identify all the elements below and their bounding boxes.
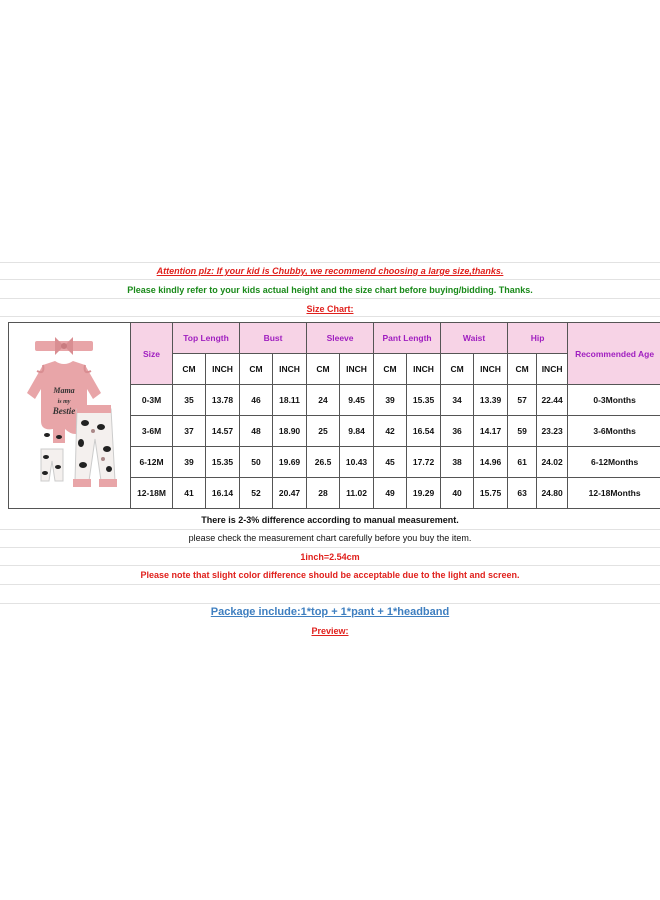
- unit-cm: CM: [173, 354, 206, 385]
- product-image: [9, 323, 131, 509]
- table-cell: 24.02: [537, 447, 568, 478]
- unit-inch: INCH: [537, 354, 568, 385]
- table-cell: 15.35: [206, 447, 240, 478]
- table-cell: 14.96: [474, 447, 508, 478]
- color-difference-note: Please note that slight color difference should be acceptable due to the light and screen.: [140, 570, 520, 580]
- table-cell: 37: [173, 416, 206, 447]
- separator: [0, 316, 660, 317]
- age-cell: 12-18Months: [568, 478, 660, 509]
- separator: [0, 584, 660, 585]
- size-chart-table: [8, 322, 660, 509]
- unit-inch: INCH: [206, 354, 240, 385]
- table-cell: 24.80: [537, 478, 568, 509]
- table-cell: 20.47: [273, 478, 307, 509]
- separator: [0, 279, 660, 280]
- baby-outfit-icon: [15, 331, 125, 501]
- unit-inch: INCH: [407, 354, 441, 385]
- separator: [0, 603, 660, 604]
- table-cell: 10.43: [340, 447, 374, 478]
- unit-cm: CM: [240, 354, 273, 385]
- table-cell: 9.45: [340, 385, 374, 416]
- table-cell: 57: [508, 385, 537, 416]
- unit-inch: INCH: [474, 354, 508, 385]
- table-cell: 28: [307, 478, 340, 509]
- separator: [0, 262, 660, 263]
- headband-icon: [35, 337, 93, 355]
- separator: [0, 529, 660, 530]
- svg-text:Bestie: Bestie: [52, 405, 75, 416]
- table-cell: 15.35: [407, 385, 441, 416]
- bust-header: Bust: [240, 323, 307, 354]
- size-cell: 12-18M: [131, 478, 173, 509]
- table-cell: 39: [374, 385, 407, 416]
- waist-header: Waist: [441, 323, 508, 354]
- table-cell: 18.11: [273, 385, 307, 416]
- table-cell: 49: [374, 478, 407, 509]
- attention-note: Attention plz: If your kid is Chubby, we recommend choosing a large size,thanks.: [156, 266, 504, 276]
- table-cell: 16.54: [407, 416, 441, 447]
- leopard-pants-icon: [73, 405, 117, 487]
- pant-length-header: Pant Length: [374, 323, 441, 354]
- table-cell: 39: [173, 447, 206, 478]
- table-cell: 13.78: [206, 385, 240, 416]
- sleeve-header: Sleeve: [307, 323, 374, 354]
- table-cell: 24: [307, 385, 340, 416]
- table-cell: 50: [240, 447, 273, 478]
- hip-header: Hip: [508, 323, 568, 354]
- table-cell: 63: [508, 478, 537, 509]
- table-cell: 16.14: [206, 478, 240, 509]
- age-cell: 0-3Months: [568, 385, 660, 416]
- table-cell: 46: [240, 385, 273, 416]
- check-note: please check the measurement chart carefully before you buy the item.: [188, 533, 472, 543]
- table-cell: 45: [374, 447, 407, 478]
- size-cell: 0-3M: [131, 385, 173, 416]
- table-cell: 25: [307, 416, 340, 447]
- separator: [0, 547, 660, 548]
- table-cell: 15.75: [474, 478, 508, 509]
- size-header: Size: [131, 323, 173, 385]
- difference-note: There is 2-3% difference according to manual measurement.: [201, 515, 459, 525]
- separator: [0, 565, 660, 566]
- table-cell: 9.84: [340, 416, 374, 447]
- recommended-age-header: Recommended Age: [568, 323, 660, 385]
- table-cell: 26.5: [307, 447, 340, 478]
- table-cell: 17.72: [407, 447, 441, 478]
- table-cell: 18.90: [273, 416, 307, 447]
- package-include-text: Package include:1*top + 1*pant + 1*headband: [210, 606, 450, 618]
- svg-text:Mama: Mama: [52, 385, 75, 395]
- table-cell: 14.17: [474, 416, 508, 447]
- table-cell: 48: [240, 416, 273, 447]
- table-cell: 61: [508, 447, 537, 478]
- table-cell: 22.44: [537, 385, 568, 416]
- refer-note: Please kindly refer to your kids actual height and the size chart before buying/bidding. Thanks.: [127, 285, 533, 295]
- table-cell: 23.23: [537, 416, 568, 447]
- top-length-header: Top Length: [173, 323, 240, 354]
- table-cell: 52: [240, 478, 273, 509]
- separator: [0, 298, 660, 299]
- table-cell: 59: [508, 416, 537, 447]
- unit-inch: INCH: [273, 354, 307, 385]
- svg-text:is my: is my: [57, 398, 70, 405]
- table-cell: 35: [173, 385, 206, 416]
- table-cell: 34: [441, 385, 474, 416]
- unit-cm: CM: [508, 354, 537, 385]
- table-cell: 41: [173, 478, 206, 509]
- unit-inch: INCH: [340, 354, 374, 385]
- size-chart-title: Size Chart:: [306, 304, 354, 314]
- table-cell: 19.29: [407, 478, 441, 509]
- table-cell: 13.39: [474, 385, 508, 416]
- age-cell: 3-6Months: [568, 416, 660, 447]
- table-cell: 42: [374, 416, 407, 447]
- size-cell: 6-12M: [131, 447, 173, 478]
- age-cell: 6-12Months: [568, 447, 660, 478]
- preview-label: Preview:: [311, 626, 349, 636]
- size-cell: 3-6M: [131, 416, 173, 447]
- table-cell: 36: [441, 416, 474, 447]
- table-cell: 38: [441, 447, 474, 478]
- table-cell: 40: [441, 478, 474, 509]
- unit-cm: CM: [441, 354, 474, 385]
- unit-cm: CM: [374, 354, 407, 385]
- inch-conversion-note: 1inch=2.54cm: [300, 552, 360, 562]
- unit-cm: CM: [307, 354, 340, 385]
- table-cell: 11.02: [340, 478, 374, 509]
- table-cell: 19.69: [273, 447, 307, 478]
- table-cell: 14.57: [206, 416, 240, 447]
